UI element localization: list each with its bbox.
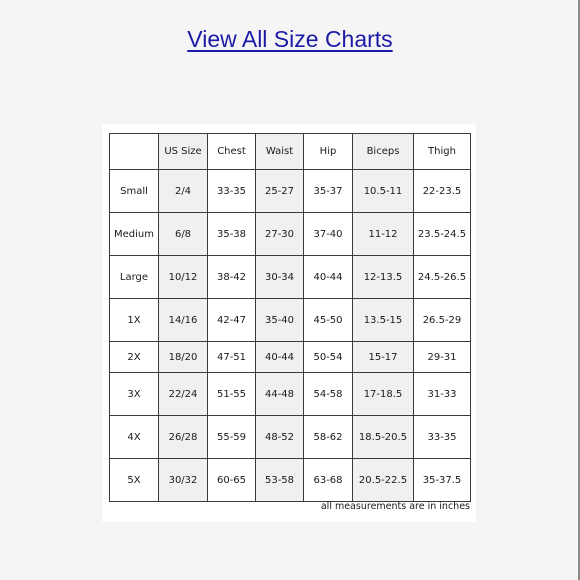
header-cell: US Size: [159, 134, 208, 170]
table-cell: 54-58: [304, 373, 353, 416]
size-chart-panel: [102, 124, 476, 522]
header-cell: Biceps: [353, 134, 414, 170]
table-cell: 35-40: [256, 299, 304, 342]
measurement-note: all measurements are in inches: [320, 501, 470, 512]
header-cell: Hip: [304, 134, 353, 170]
table-cell: 22/24: [159, 373, 208, 416]
table-cell: 47-51: [208, 342, 256, 373]
table-cell: 40-44: [256, 342, 304, 373]
table-cell: 29-31: [414, 342, 471, 373]
table-row: [110, 342, 471, 373]
table-cell: 22-23.5: [414, 170, 471, 213]
table-row: [110, 213, 471, 256]
table-cell: 37-40: [304, 213, 353, 256]
table-header-row: [110, 134, 471, 170]
size-label-cell: 4X: [110, 416, 159, 459]
header-cell-empty: [110, 134, 159, 170]
top-link-container: [0, 24, 580, 54]
size-label-cell: 2X: [110, 342, 159, 373]
table-cell: 44-48: [256, 373, 304, 416]
table-cell: 20.5-22.5: [353, 459, 414, 502]
table-cell: 15-17: [353, 342, 414, 373]
table-cell: 2/4: [159, 170, 208, 213]
table-cell: 11-12: [353, 213, 414, 256]
table-cell: 45-50: [304, 299, 353, 342]
table-cell: 48-52: [256, 416, 304, 459]
table-row: [110, 373, 471, 416]
table-cell: 58-62: [304, 416, 353, 459]
table-row: [110, 256, 471, 299]
table-cell: 27-30: [256, 213, 304, 256]
table-row: [110, 416, 471, 459]
table-cell: 10.5-11: [353, 170, 414, 213]
view-all-size-charts-link[interactable]: View All Size Charts: [187, 26, 393, 52]
table-cell: 18/20: [159, 342, 208, 373]
table-cell: 35-38: [208, 213, 256, 256]
table-row: [110, 170, 471, 213]
header-cell: Waist: [256, 134, 304, 170]
size-label-cell: 1X: [110, 299, 159, 342]
table-cell: 31-33: [414, 373, 471, 416]
size-label-cell: Large: [110, 256, 159, 299]
table-cell: 6/8: [159, 213, 208, 256]
table-cell: 33-35: [414, 416, 471, 459]
table-cell: 53-58: [256, 459, 304, 502]
header-cell: Chest: [208, 134, 256, 170]
table-row: [110, 459, 471, 502]
table-cell: 10/12: [159, 256, 208, 299]
table-cell: 55-59: [208, 416, 256, 459]
table-cell: 23.5-24.5: [414, 213, 471, 256]
table-cell: 33-35: [208, 170, 256, 213]
table-cell: 25-27: [256, 170, 304, 213]
table-cell: 38-42: [208, 256, 256, 299]
table-cell: 35-37.5: [414, 459, 471, 502]
table-cell: 24.5-26.5: [414, 256, 471, 299]
table-cell: 17-18.5: [353, 373, 414, 416]
table-cell: 30/32: [159, 459, 208, 502]
table-cell: 26/28: [159, 416, 208, 459]
table-cell: 42-47: [208, 299, 256, 342]
table-cell: 60-65: [208, 459, 256, 502]
size-label-cell: Medium: [110, 213, 159, 256]
table-row: [110, 299, 471, 342]
table-cell: 63-68: [304, 459, 353, 502]
table-cell: 40-44: [304, 256, 353, 299]
table-cell: 12-13.5: [353, 256, 414, 299]
table-cell: 30-34: [256, 256, 304, 299]
size-chart-table: [109, 133, 471, 502]
size-label-cell: 3X: [110, 373, 159, 416]
table-cell: 26.5-29: [414, 299, 471, 342]
table-cell: 18.5-20.5: [353, 416, 414, 459]
size-label-cell: 5X: [110, 459, 159, 502]
table-cell: 50-54: [304, 342, 353, 373]
table-cell: 14/16: [159, 299, 208, 342]
table-cell: 35-37: [304, 170, 353, 213]
header-cell: Thigh: [414, 134, 471, 170]
size-label-cell: Small: [110, 170, 159, 213]
table-cell: 51-55: [208, 373, 256, 416]
table-cell: 13.5-15: [353, 299, 414, 342]
